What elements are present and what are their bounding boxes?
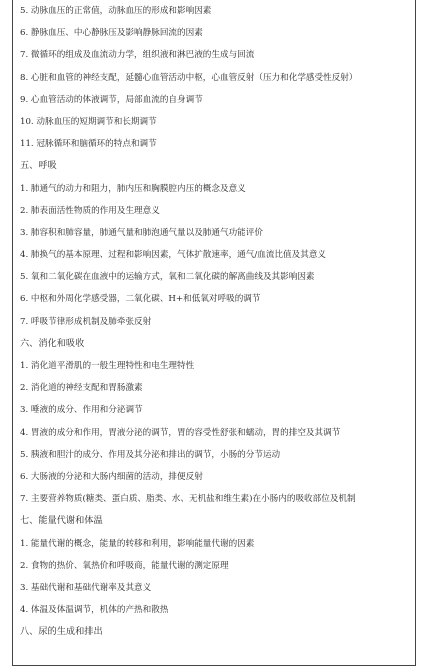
section-heading: 七、能量代谢和体温 xyxy=(20,515,103,527)
syllabus-item: 4. 体温及体温调节，机体的产热和散热 xyxy=(20,605,169,616)
syllabus-item: 5. 氧和二氧化碳在血液中的运输方式，氧和二氧化碳的解离曲线及其影响因素 xyxy=(20,272,315,283)
syllabus-item: 11. 冠脉循环和脑循环的特点和调节 xyxy=(20,139,157,150)
syllabus-item: 7. 主要营养物质(糖类、蛋白质、脂类、水、无机盐和维生素)在小肠内的吸收部位及机制 xyxy=(20,494,356,505)
syllabus-item: 1. 肺通气的动力和阻力，肺内压和胸膜腔内压的概念及意义 xyxy=(20,183,246,194)
syllabus-item: 6. 静脉血压、中心静脉压及影响静脉回流的因素 xyxy=(20,28,203,39)
syllabus-item: 5. 动脉血压的正常值，动脉血压的形成和影响因素 xyxy=(20,6,212,16)
section-heading: 五、呼吸 xyxy=(20,160,57,172)
syllabus-item: 10. 动脉血压的短期调节和长期调节 xyxy=(20,116,157,127)
syllabus-item: 1. 能量代谢的概念，能量的转移和利用，影响能量代谢的因素 xyxy=(20,538,255,549)
syllabus-item: 3. 肺容积和肺容量，肺通气量和肺泡通气量以及肺通气功能评价 xyxy=(20,227,263,238)
syllabus-item: 1. 消化道平滑肌的一般生理特性和电生理特性 xyxy=(20,361,195,371)
syllabus-item: 8. 心脏和血管的神经支配，延髓心血管活动中枢，心血管反射（压力和化学感受性反射） xyxy=(20,72,358,83)
syllabus-item: 7. 呼吸节律形成机制及肺牵张反射 xyxy=(20,316,152,327)
syllabus-item: 6. 大肠液的分泌和大肠内细菌的活动，排便反射 xyxy=(20,471,203,482)
syllabus-item: 3. 基础代谢和基础代谢率及其意义 xyxy=(20,582,152,593)
syllabus-item: 2. 消化道的神经支配和胃肠激素 xyxy=(20,383,143,394)
section-heading: 六、消化和吸收 xyxy=(20,337,85,349)
syllabus-item: 2. 食物的热价、氧热价和呼吸商，能量代谢的测定原理 xyxy=(20,560,229,571)
syllabus-item: 7. 微循环的组成及血流动力学，组织液和淋巴液的生成与回流 xyxy=(20,50,255,61)
syllabus-item: 9. 心血管活动的体液调节，局部血流的自身调节 xyxy=(20,94,203,105)
section-heading: 八、尿的生成和排出 xyxy=(20,626,103,638)
syllabus-item: 2. 肺表面活性物质的作用及生理意义 xyxy=(20,205,160,216)
syllabus-item: 5. 胰液和胆汁的成分、作用及其分泌和排出的调节，小肠的分节运动 xyxy=(20,449,281,460)
syllabus-text xyxy=(20,0,415,643)
syllabus-item: 6. 中枢和外周化学感受器，二氧化碳、H+和低氧对呼吸的调节 xyxy=(20,294,261,305)
syllabus-item: 4. 胃液的成分和作用，胃液分泌的调节，胃的容受性舒张和蠕动，胃的排空及其调节 xyxy=(20,427,341,438)
syllabus-item: 4. 肺换气的基本原理、过程和影响因素，气体扩散速率，通气/血流比值及其意义 xyxy=(20,250,327,261)
syllabus-item: 3. 唾液的成分、作用和分泌调节 xyxy=(20,405,143,416)
